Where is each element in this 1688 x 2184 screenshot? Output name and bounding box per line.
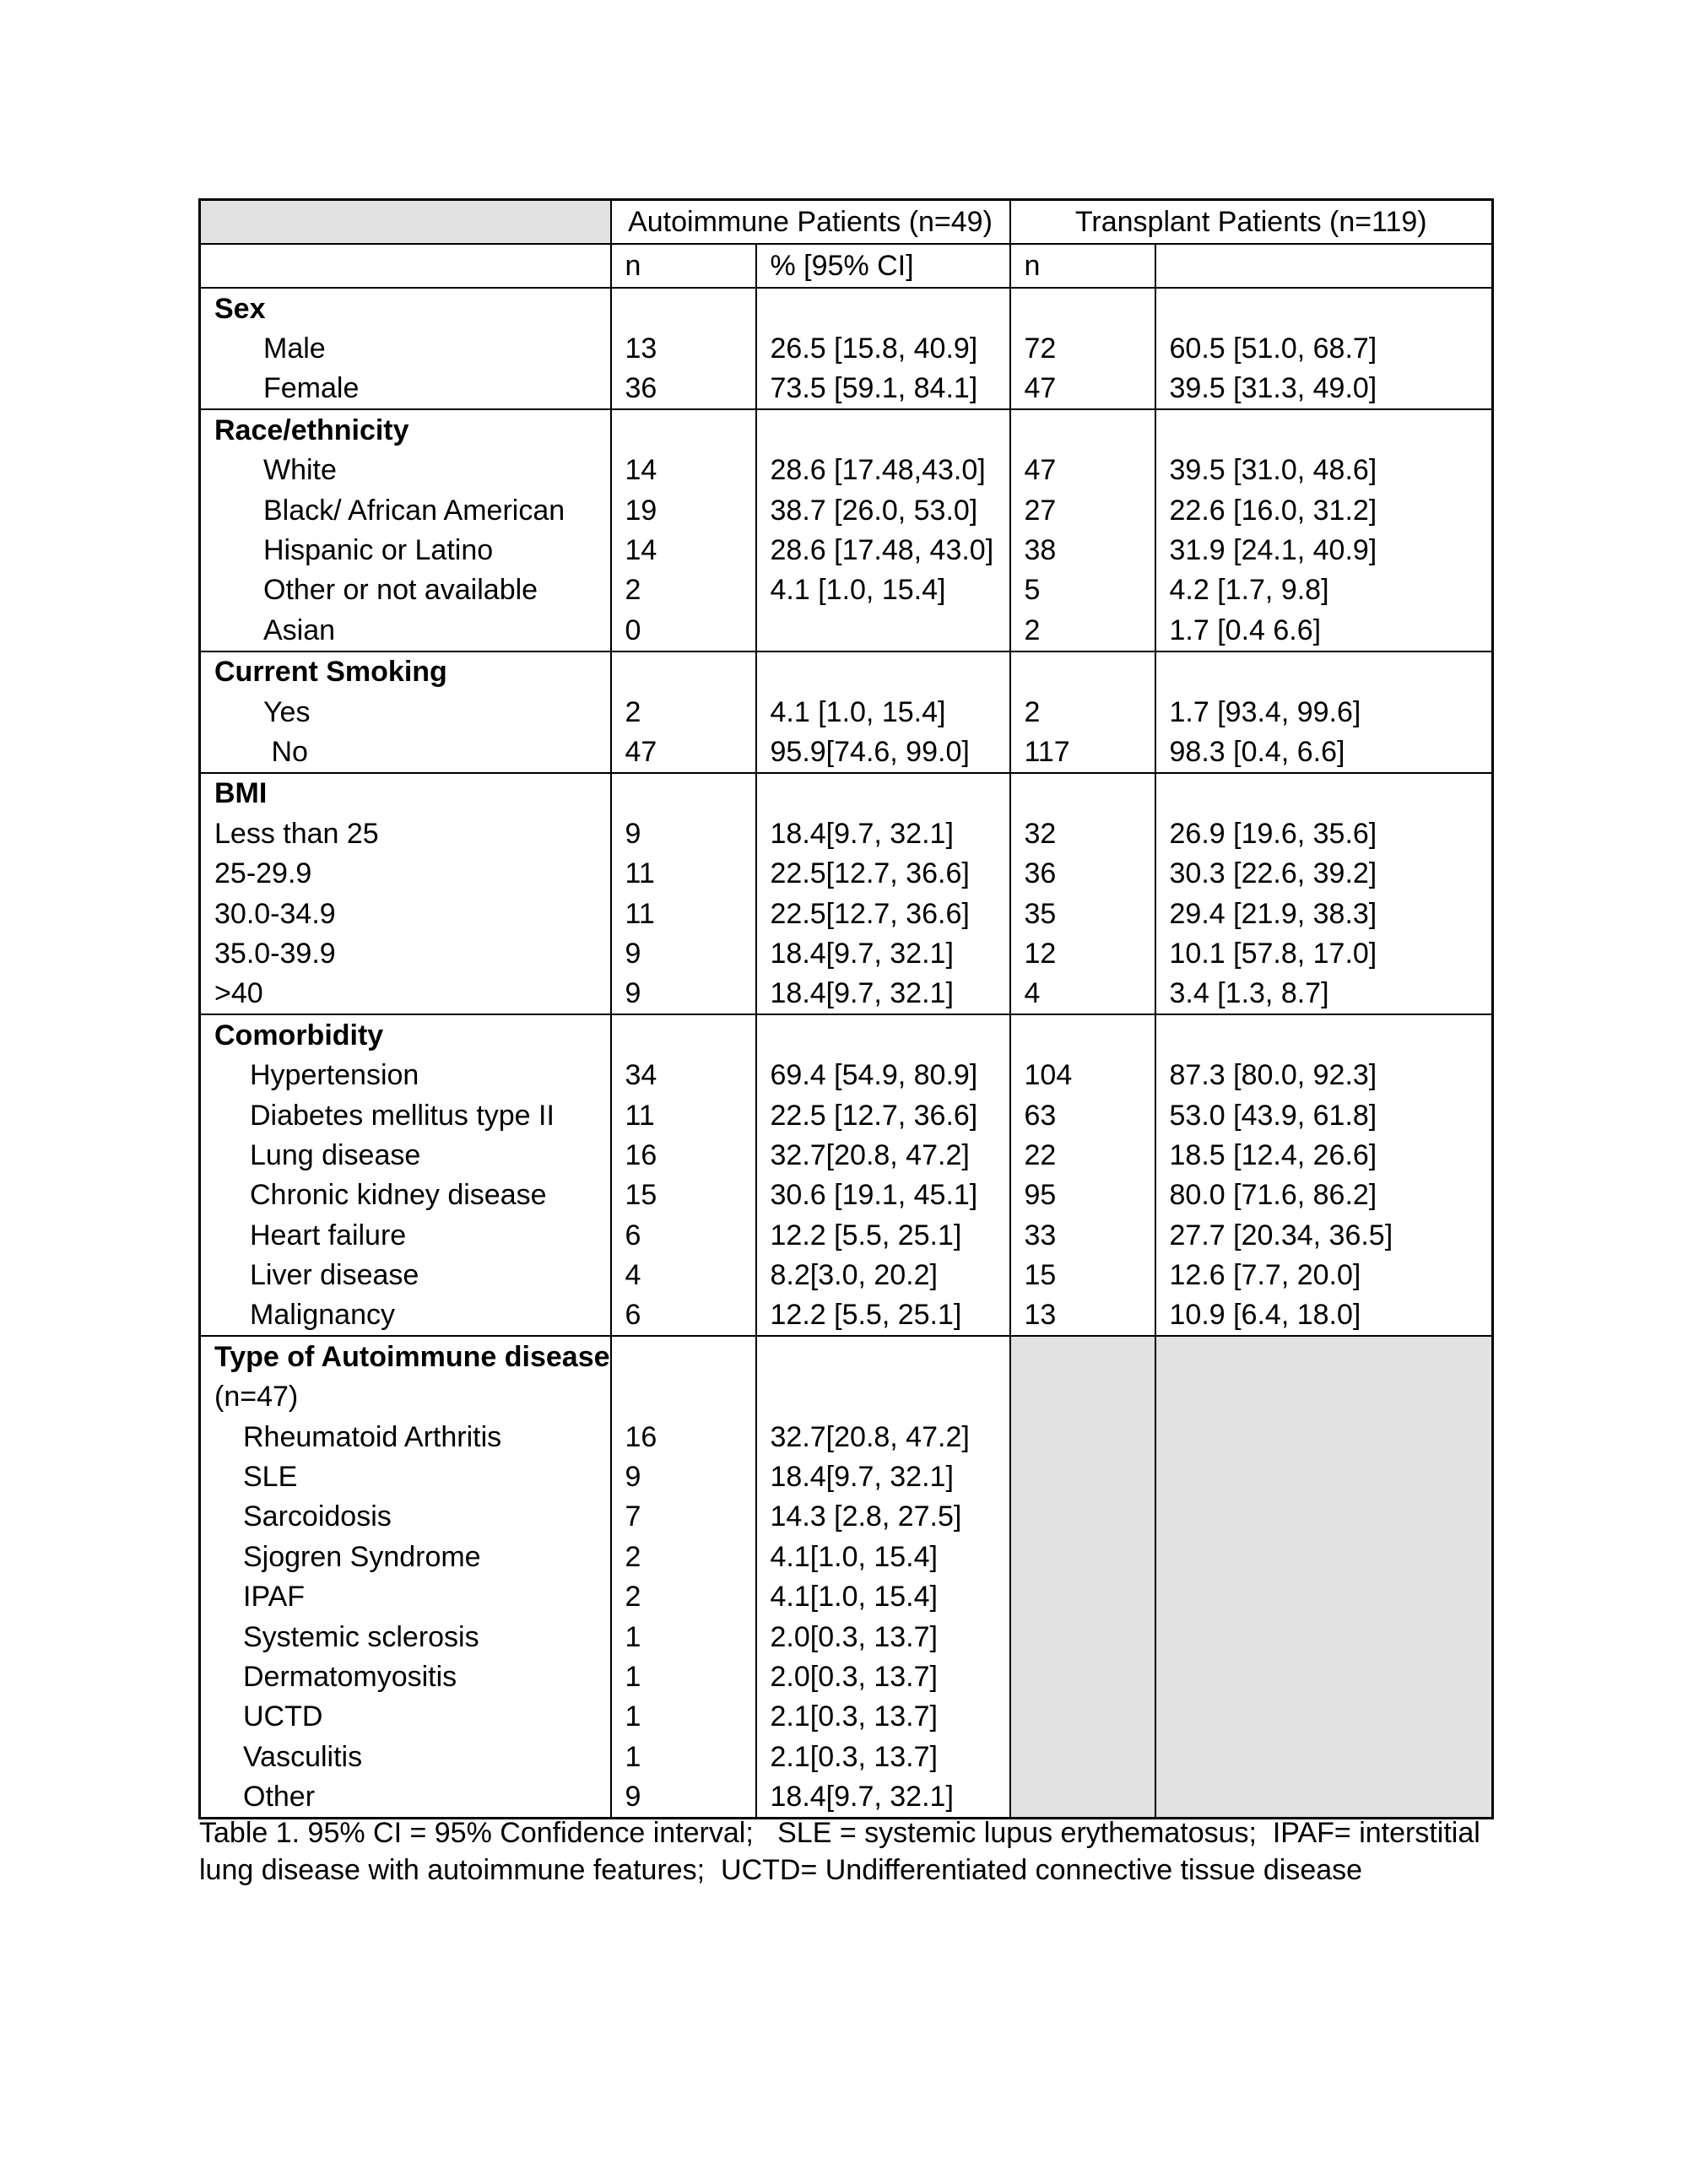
transplant-pct-cell: 10.9 [6.4, 18.0] bbox=[1155, 1295, 1493, 1336]
subheader-blank-cell bbox=[200, 244, 611, 288]
autoimmune-pct-cell: 18.4[9.7, 32.1] bbox=[756, 1457, 1010, 1496]
row-label: 35.0-39.9 bbox=[200, 933, 611, 973]
autoimmune-n-cell: 47 bbox=[611, 732, 756, 772]
autoimmune-n-cell: 1 bbox=[611, 1657, 756, 1696]
transplant-pct-cell bbox=[1155, 1657, 1493, 1696]
autoimmune-n-header: n bbox=[611, 244, 756, 288]
autoimmune-pct-cell: 73.5 [59.1, 84.1] bbox=[756, 369, 1010, 409]
transplant-pct-cell: 4.2 [1.7, 9.8] bbox=[1155, 570, 1493, 610]
transplant-pct-cell: 60.5 [51.0, 68.7] bbox=[1155, 328, 1493, 368]
table-row bbox=[200, 1135, 1493, 1175]
autoimmune-n-cell: 19 bbox=[611, 490, 756, 530]
autoimmune-pct-cell: 18.4[9.7, 32.1] bbox=[756, 814, 1010, 853]
transplant-n-cell: 27 bbox=[1010, 490, 1155, 530]
row-label: Female bbox=[200, 369, 611, 409]
row-label: Race/ethnicity bbox=[200, 409, 611, 450]
transplant-pct-cell: 31.9 [24.1, 40.9] bbox=[1155, 530, 1493, 570]
transplant-n-cell: 104 bbox=[1010, 1055, 1155, 1095]
autoimmune-pct-cell: 32.7[20.8, 47.2] bbox=[756, 1135, 1010, 1175]
autoimmune-pct-cell: 22.5[12.7, 36.6] bbox=[756, 853, 1010, 893]
transplant-n-cell bbox=[1010, 1417, 1155, 1457]
transplant-group-header: Transplant Patients (n=119) bbox=[1010, 200, 1493, 245]
table-caption: Table 1. 95% CI = 95% Confidence interval; SLE = systemic lupus erythematosus; IPAF= interstitial lung disease with autoimmune features; UCTD= Undifferentiated connective tissue disease bbox=[199, 1817, 1489, 1886]
autoimmune-n-cell: 16 bbox=[611, 1135, 756, 1175]
row-label: Hispanic or Latino bbox=[200, 530, 611, 570]
row-label: Hypertension bbox=[200, 1055, 611, 1095]
transplant-pct-cell bbox=[1155, 1377, 1493, 1417]
transplant-pct-cell: 29.4 [21.9, 38.3] bbox=[1155, 894, 1493, 933]
table-row bbox=[200, 328, 1493, 368]
autoimmune-n-cell: 36 bbox=[611, 369, 756, 409]
autoimmune-pct-cell: 22.5 [12.7, 36.6] bbox=[756, 1095, 1010, 1135]
row-label: Current Smoking bbox=[200, 651, 611, 692]
row-label: Other or not available bbox=[200, 570, 611, 610]
autoimmune-n-cell bbox=[611, 288, 756, 328]
autoimmune-n-cell: 2 bbox=[611, 1577, 756, 1617]
autoimmune-pct-cell: 4.1[1.0, 15.4] bbox=[756, 1537, 1010, 1576]
autoimmune-n-cell bbox=[611, 773, 756, 814]
table-row bbox=[200, 1417, 1493, 1457]
transplant-pct-cell bbox=[1155, 1417, 1493, 1457]
table-row bbox=[200, 1295, 1493, 1336]
transplant-n-cell: 2 bbox=[1010, 692, 1155, 732]
transplant-pct-cell: 80.0 [71.6, 86.2] bbox=[1155, 1176, 1493, 1215]
transplant-pct-cell bbox=[1155, 1537, 1493, 1576]
row-label: Lung disease bbox=[200, 1135, 611, 1175]
autoimmune-n-cell: 11 bbox=[611, 853, 756, 893]
autoimmune-pct-cell: 8.2[3.0, 20.2] bbox=[756, 1255, 1010, 1295]
row-label: Heart failure bbox=[200, 1215, 611, 1255]
table-row bbox=[200, 1457, 1493, 1496]
autoimmune-n-cell: 2 bbox=[611, 692, 756, 732]
row-label: No bbox=[200, 732, 611, 772]
table-row bbox=[200, 732, 1493, 772]
table-row bbox=[200, 1014, 1493, 1055]
autoimmune-n-cell: 34 bbox=[611, 1055, 756, 1095]
autoimmune-pct-cell: 2.0[0.3, 13.7] bbox=[756, 1657, 1010, 1696]
transplant-pct-cell: 27.7 [20.34, 36.5] bbox=[1155, 1215, 1493, 1255]
transplant-n-cell bbox=[1010, 288, 1155, 328]
row-label: IPAF bbox=[200, 1577, 611, 1617]
transplant-n-cell: 33 bbox=[1010, 1215, 1155, 1255]
autoimmune-n-cell: 11 bbox=[611, 894, 756, 933]
table-row bbox=[200, 451, 1493, 490]
autoimmune-n-cell: 1 bbox=[611, 1617, 756, 1657]
table-row bbox=[200, 1497, 1493, 1537]
table-row bbox=[200, 1737, 1493, 1776]
transplant-n-cell bbox=[1010, 1577, 1155, 1617]
autoimmune-n-cell: 6 bbox=[611, 1215, 756, 1255]
autoimmune-pct-cell: 26.5 [15.8, 40.9] bbox=[756, 328, 1010, 368]
row-label: Vasculitis bbox=[200, 1737, 611, 1776]
transplant-n-cell: 12 bbox=[1010, 933, 1155, 973]
transplant-n-cell: 35 bbox=[1010, 894, 1155, 933]
transplant-pct-cell: 10.1 [57.8, 17.0] bbox=[1155, 933, 1493, 973]
autoimmune-pct-cell: 4.1 [1.0, 15.4] bbox=[756, 692, 1010, 732]
table-row bbox=[200, 773, 1493, 814]
autoimmune-pct-cell: 69.4 [54.9, 80.9] bbox=[756, 1055, 1010, 1095]
transplant-pct-cell bbox=[1155, 1776, 1493, 1818]
transplant-n-cell: 13 bbox=[1010, 1295, 1155, 1336]
transplant-pct-cell: 1.7 [0.4 6.6] bbox=[1155, 610, 1493, 651]
autoimmune-pct-cell: 22.5[12.7, 36.6] bbox=[756, 894, 1010, 933]
autoimmune-pct-cell: 14.3 [2.8, 27.5] bbox=[756, 1497, 1010, 1537]
transplant-n-cell bbox=[1010, 409, 1155, 450]
autoimmune-pct-cell: 12.2 [5.5, 25.1] bbox=[756, 1295, 1010, 1336]
transplant-n-cell: 117 bbox=[1010, 732, 1155, 772]
transplant-n-cell: 38 bbox=[1010, 530, 1155, 570]
autoimmune-pct-cell: 38.7 [26.0, 53.0] bbox=[756, 490, 1010, 530]
autoimmune-n-cell: 16 bbox=[611, 1417, 756, 1457]
table-row bbox=[200, 288, 1493, 328]
row-label: White bbox=[200, 451, 611, 490]
table-row bbox=[200, 490, 1493, 530]
transplant-n-cell bbox=[1010, 1014, 1155, 1055]
autoimmune-n-cell: 9 bbox=[611, 933, 756, 973]
table-row bbox=[200, 1336, 1493, 1376]
transplant-pct-cell: 30.3 [22.6, 39.2] bbox=[1155, 853, 1493, 893]
autoimmune-pct-cell bbox=[756, 610, 1010, 651]
table-row bbox=[200, 1657, 1493, 1696]
transplant-n-cell: 47 bbox=[1010, 451, 1155, 490]
autoimmune-n-cell bbox=[611, 1014, 756, 1055]
autoimmune-n-cell: 14 bbox=[611, 530, 756, 570]
transplant-n-cell bbox=[1010, 651, 1155, 692]
table-group-header-row bbox=[200, 200, 1493, 245]
autoimmune-n-cell: 4 bbox=[611, 1255, 756, 1295]
transplant-pct-cell bbox=[1155, 409, 1493, 450]
transplant-n-cell bbox=[1010, 1776, 1155, 1818]
autoimmune-pct-cell: 28.6 [17.48,43.0] bbox=[756, 451, 1010, 490]
table-row bbox=[200, 1055, 1493, 1095]
row-label: Dermatomyositis bbox=[200, 1657, 611, 1696]
table-row bbox=[200, 1255, 1493, 1295]
transplant-n-cell: 32 bbox=[1010, 814, 1155, 853]
row-label: Rheumatoid Arthritis bbox=[200, 1417, 611, 1457]
transplant-pct-cell: 53.0 [43.9, 61.8] bbox=[1155, 1095, 1493, 1135]
table-row bbox=[200, 610, 1493, 651]
autoimmune-n-cell: 9 bbox=[611, 814, 756, 853]
transplant-n-cell bbox=[1010, 1497, 1155, 1537]
table-row bbox=[200, 651, 1493, 692]
autoimmune-pct-cell: 95.9[74.6, 99.0] bbox=[756, 732, 1010, 772]
transplant-pct-cell: 26.9 [19.6, 35.6] bbox=[1155, 814, 1493, 853]
table-subheader-row bbox=[200, 244, 1493, 288]
transplant-n-cell bbox=[1010, 1657, 1155, 1696]
transplant-n-cell: 72 bbox=[1010, 328, 1155, 368]
transplant-n-cell bbox=[1010, 1336, 1155, 1376]
autoimmune-pct-cell: 18.4[9.7, 32.1] bbox=[756, 974, 1010, 1014]
transplant-pct-cell bbox=[1155, 651, 1493, 692]
transplant-n-cell bbox=[1010, 1377, 1155, 1417]
transplant-n-cell: 2 bbox=[1010, 610, 1155, 651]
row-label: Sjogren Syndrome bbox=[200, 1537, 611, 1576]
transplant-pct-cell bbox=[1155, 1457, 1493, 1496]
table-row bbox=[200, 1776, 1493, 1818]
table-row bbox=[200, 1095, 1493, 1135]
autoimmune-pct-cell bbox=[756, 651, 1010, 692]
autoimmune-n-cell: 1 bbox=[611, 1697, 756, 1737]
transplant-pct-cell bbox=[1155, 1497, 1493, 1537]
row-label: BMI bbox=[200, 773, 611, 814]
table-row bbox=[200, 692, 1493, 732]
table-row bbox=[200, 814, 1493, 853]
transplant-n-cell: 95 bbox=[1010, 1176, 1155, 1215]
autoimmune-pct-cell bbox=[756, 409, 1010, 450]
autoimmune-pct-cell: 12.2 [5.5, 25.1] bbox=[756, 1215, 1010, 1255]
transplant-pct-cell: 39.5 [31.3, 49.0] bbox=[1155, 369, 1493, 409]
table-row bbox=[200, 974, 1493, 1014]
transplant-pct-header bbox=[1155, 244, 1493, 288]
table-row bbox=[200, 369, 1493, 409]
transplant-n-cell: 5 bbox=[1010, 570, 1155, 610]
row-label: Male bbox=[200, 328, 611, 368]
transplant-pct-cell: 87.3 [80.0, 92.3] bbox=[1155, 1055, 1493, 1095]
autoimmune-n-cell: 9 bbox=[611, 974, 756, 1014]
autoimmune-pct-cell: 18.4[9.7, 32.1] bbox=[756, 933, 1010, 973]
autoimmune-pct-cell: 2.1[0.3, 13.7] bbox=[756, 1737, 1010, 1776]
table-row bbox=[200, 853, 1493, 893]
autoimmune-pct-cell: 28.6 [17.48, 43.0] bbox=[756, 530, 1010, 570]
transplant-pct-cell: 18.5 [12.4, 26.6] bbox=[1155, 1135, 1493, 1175]
row-label: Less than 25 bbox=[200, 814, 611, 853]
table-row bbox=[200, 1697, 1493, 1737]
autoimmune-n-cell: 15 bbox=[611, 1176, 756, 1215]
autoimmune-n-cell: 2 bbox=[611, 1537, 756, 1576]
autoimmune-n-cell: 11 bbox=[611, 1095, 756, 1135]
autoimmune-n-cell: 9 bbox=[611, 1776, 756, 1818]
row-label: Sex bbox=[200, 288, 611, 328]
autoimmune-n-cell: 0 bbox=[611, 610, 756, 651]
autoimmune-pct-header: % [95% CI] bbox=[756, 244, 1010, 288]
transplant-pct-cell: 1.7 [93.4, 99.6] bbox=[1155, 692, 1493, 732]
table-row bbox=[200, 1577, 1493, 1617]
autoimmune-pct-cell bbox=[756, 288, 1010, 328]
transplant-pct-cell: 12.6 [7.7, 20.0] bbox=[1155, 1255, 1493, 1295]
table-row bbox=[200, 933, 1493, 973]
transplant-n-cell bbox=[1010, 1697, 1155, 1737]
table-body bbox=[200, 288, 1493, 1818]
transplant-pct-cell bbox=[1155, 1737, 1493, 1776]
autoimmune-pct-cell: 18.4[9.7, 32.1] bbox=[756, 1776, 1010, 1818]
transplant-n-cell: 47 bbox=[1010, 369, 1155, 409]
table-row bbox=[200, 1377, 1493, 1417]
autoimmune-pct-cell: 32.7[20.8, 47.2] bbox=[756, 1417, 1010, 1457]
row-label: SLE bbox=[200, 1457, 611, 1496]
row-label: Systemic sclerosis bbox=[200, 1617, 611, 1657]
transplant-n-cell bbox=[1010, 1457, 1155, 1496]
transplant-n-cell bbox=[1010, 773, 1155, 814]
row-label: Diabetes mellitus type II bbox=[200, 1095, 611, 1135]
autoimmune-pct-cell bbox=[756, 1377, 1010, 1417]
autoimmune-n-cell bbox=[611, 1336, 756, 1376]
autoimmune-pct-cell: 2.1[0.3, 13.7] bbox=[756, 1697, 1010, 1737]
autoimmune-pct-cell: 4.1[1.0, 15.4] bbox=[756, 1577, 1010, 1617]
transplant-n-header: n bbox=[1010, 244, 1155, 288]
row-label: Liver disease bbox=[200, 1255, 611, 1295]
table-row bbox=[200, 530, 1493, 570]
row-label: >40 bbox=[200, 974, 611, 1014]
autoimmune-pct-cell bbox=[756, 1336, 1010, 1376]
row-label: Black/ African American bbox=[200, 490, 611, 530]
row-label: Yes bbox=[200, 692, 611, 732]
transplant-n-cell bbox=[1010, 1537, 1155, 1576]
autoimmune-n-cell bbox=[611, 409, 756, 450]
autoimmune-pct-cell: 2.0[0.3, 13.7] bbox=[756, 1617, 1010, 1657]
transplant-n-cell: 15 bbox=[1010, 1255, 1155, 1295]
autoimmune-n-cell: 6 bbox=[611, 1295, 756, 1336]
autoimmune-n-cell: 1 bbox=[611, 1737, 756, 1776]
transplant-pct-cell bbox=[1155, 1577, 1493, 1617]
row-label: Malignancy bbox=[200, 1295, 611, 1336]
transplant-n-cell: 22 bbox=[1010, 1135, 1155, 1175]
autoimmune-n-cell bbox=[611, 651, 756, 692]
row-label: Other bbox=[200, 1776, 611, 1818]
header-blank-cell bbox=[200, 200, 611, 245]
table-row bbox=[200, 409, 1493, 450]
transplant-n-cell bbox=[1010, 1737, 1155, 1776]
table-row bbox=[200, 1215, 1493, 1255]
autoimmune-n-cell: 14 bbox=[611, 451, 756, 490]
row-label: (n=47) bbox=[200, 1377, 611, 1417]
transplant-pct-cell: 98.3 [0.4, 6.6] bbox=[1155, 732, 1493, 772]
autoimmune-n-cell: 13 bbox=[611, 328, 756, 368]
transplant-pct-cell bbox=[1155, 1014, 1493, 1055]
transplant-pct-cell bbox=[1155, 1697, 1493, 1737]
row-label: UCTD bbox=[200, 1697, 611, 1737]
table-row bbox=[200, 1617, 1493, 1657]
autoimmune-n-cell: 2 bbox=[611, 570, 756, 610]
row-label: 25-29.9 bbox=[200, 853, 611, 893]
autoimmune-pct-cell bbox=[756, 773, 1010, 814]
transplant-pct-cell bbox=[1155, 1336, 1493, 1376]
transplant-pct-cell: 3.4 [1.3, 8.7] bbox=[1155, 974, 1493, 1014]
transplant-pct-cell bbox=[1155, 1617, 1493, 1657]
table-row bbox=[200, 570, 1493, 610]
autoimmune-pct-cell: 30.6 [19.1, 45.1] bbox=[756, 1176, 1010, 1215]
autoimmune-group-header: Autoimmune Patients (n=49) bbox=[611, 200, 1010, 245]
autoimmune-n-cell: 9 bbox=[611, 1457, 756, 1496]
autoimmune-n-cell bbox=[611, 1377, 756, 1417]
table-row bbox=[200, 1537, 1493, 1576]
row-label: Asian bbox=[200, 610, 611, 651]
transplant-pct-cell bbox=[1155, 773, 1493, 814]
transplant-pct-cell bbox=[1155, 288, 1493, 328]
table-row bbox=[200, 894, 1493, 933]
transplant-n-cell: 63 bbox=[1010, 1095, 1155, 1135]
autoimmune-pct-cell bbox=[756, 1014, 1010, 1055]
autoimmune-pct-cell: 4.1 [1.0, 15.4] bbox=[756, 570, 1010, 610]
row-label: 30.0-34.9 bbox=[200, 894, 611, 933]
transplant-pct-cell: 39.5 [31.0, 48.6] bbox=[1155, 451, 1493, 490]
row-label: Chronic kidney disease bbox=[200, 1176, 611, 1215]
transplant-n-cell: 4 bbox=[1010, 974, 1155, 1014]
transplant-n-cell bbox=[1010, 1617, 1155, 1657]
transplant-n-cell: 36 bbox=[1010, 853, 1155, 893]
table-row bbox=[200, 1176, 1493, 1215]
autoimmune-n-cell: 7 bbox=[611, 1497, 756, 1537]
transplant-pct-cell: 22.6 [16.0, 31.2] bbox=[1155, 490, 1493, 530]
row-label: Sarcoidosis bbox=[200, 1497, 611, 1537]
demographics-table bbox=[198, 198, 1494, 1819]
row-label: Type of Autoimmune disease bbox=[200, 1336, 611, 1376]
row-label: Comorbidity bbox=[200, 1014, 611, 1055]
